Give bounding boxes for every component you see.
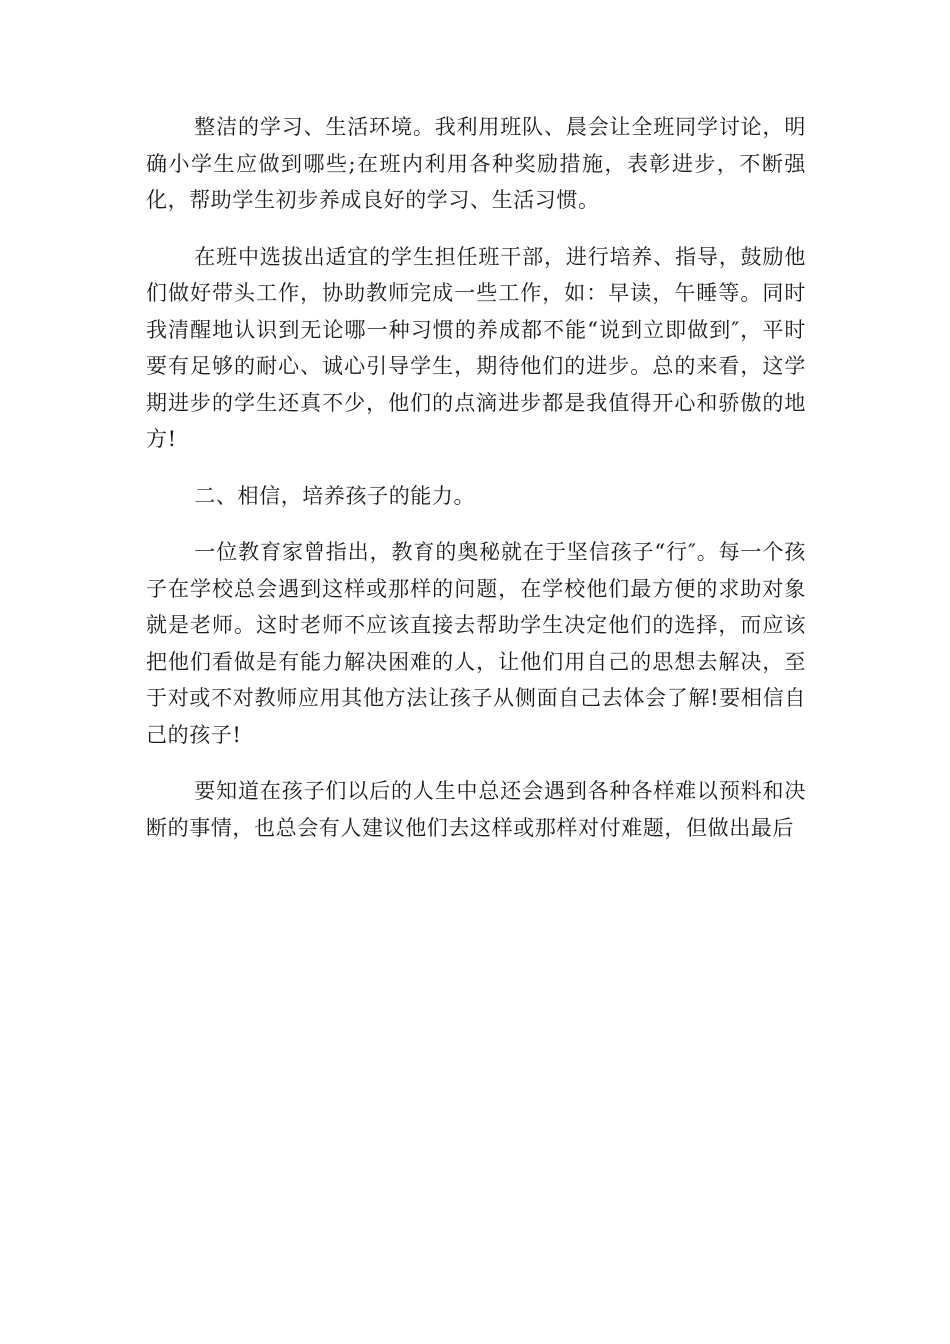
paragraph-1: 整洁的学习、生活环境。我利用班队、晨会让全班同学讨论，明确小学生应做到哪些;在班内利用各种奖励措施，表彰进步，不断强化，帮助学生初步养成良好的学习、生活习惯。 [146,115,806,212]
paragraph-3: 一位教育家曾指出，教育的奥秘就在于坚信孩子“行″。每一个孩子在学校总会遇到这样或那样的问题，在学校他们最方便的求助对象就是老师。这时老师不应该直接去帮助学生决定他们的选择，而应该把他们看做是有能力解决困难的人，让他们用自己的思想去解决，至于对或不对教师应用其他方法让孩子从侧面自己去体会了解!要相信自己的孩子! [146,540,806,747]
document-body [146,109,806,866]
paragraph-2: 在班中选拔出适宜的学生担任班干部，进行培养、指导，鼓励他们做好带头工作，协助教师完成一些工作，如：早读，午睡等。同时我清醒地认识到无论哪一种习惯的养成都不能“说到立即做到″，平时要有足够的耐心、诚心引导学生，期待他们的进步。总的来看，这学期进步的学生还真不少，他们的点滴进步都是我值得开心和骄傲的地方! [146,244,806,451]
paragraph-4: 要知道在孩子们以后的人生中总还会遇到各种各样难以预料和决断的事情，也总会有人建议他们去这样或那样对付难题，但做出最后 [146,779,806,840]
section-heading: 二、相信，培养孩子的能力。 [194,483,476,508]
